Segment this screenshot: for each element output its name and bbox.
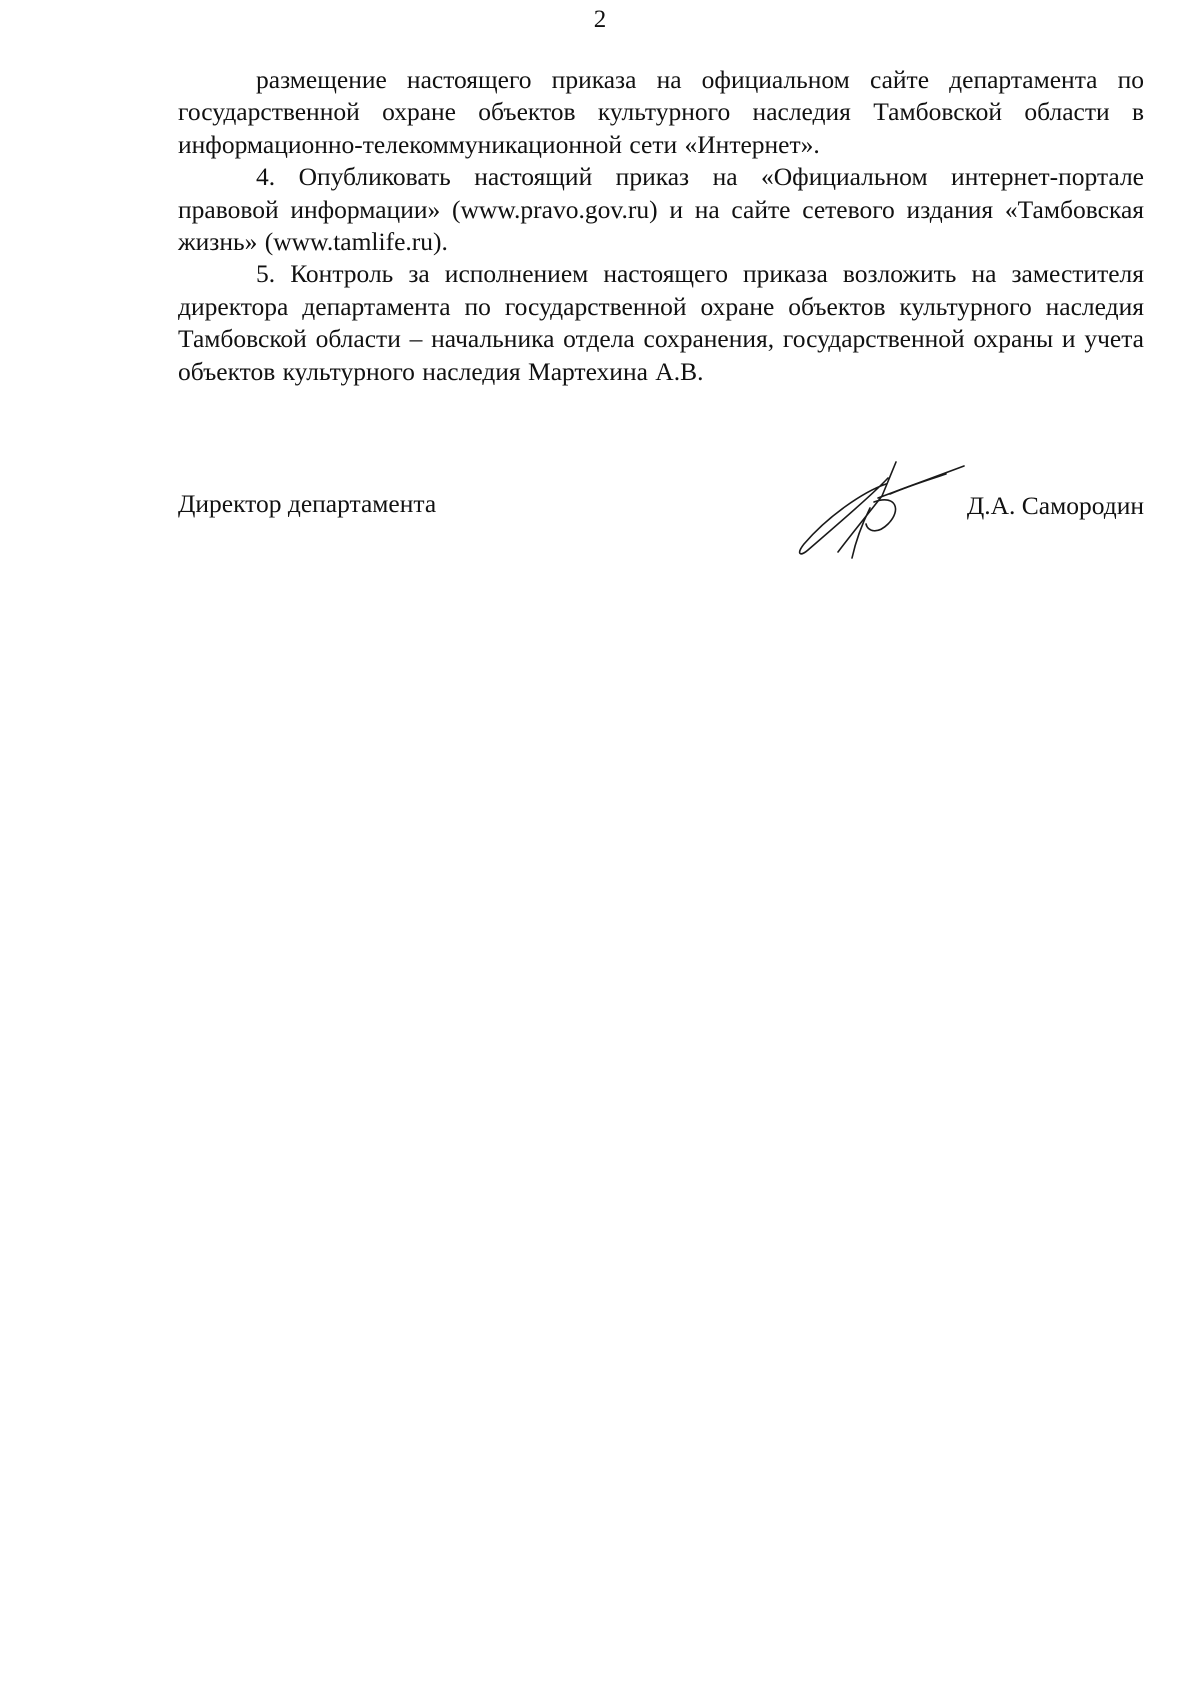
signer-name: Д.А. Самородин [966, 491, 1144, 520]
page-number: 2 [593, 6, 607, 33]
document-body [178, 64, 1144, 388]
signer-position: Директор департамента [178, 489, 437, 518]
paragraph-continuation: размещение настоящего приказа на официальном сайте департамента по государственной охране объектов культурного наследия Тамбовской области в информационно-телекоммуникационной сети «Интернет». [178, 65, 1144, 159]
paragraph-item-4: 4. Опубликовать настоящий приказ на «Официальном интернет-портале правовой информации» (www.pravo.gov.ru) и на сайте сетевого издания «Тамбовская жизнь» (www.tamlife.ru). [178, 162, 1144, 257]
paragraph-item-5: 5. Контроль за исполнением настоящего приказа возложить на заместителя директора департамента по государственной охране объектов культурного наследия Тамбовской области – начальника отдела сохранения, государственной охраны и учета объектов культурного наследия Мартехина А.В. [178, 259, 1144, 386]
signature-block [178, 488, 1144, 578]
handwritten-signature [778, 454, 978, 564]
